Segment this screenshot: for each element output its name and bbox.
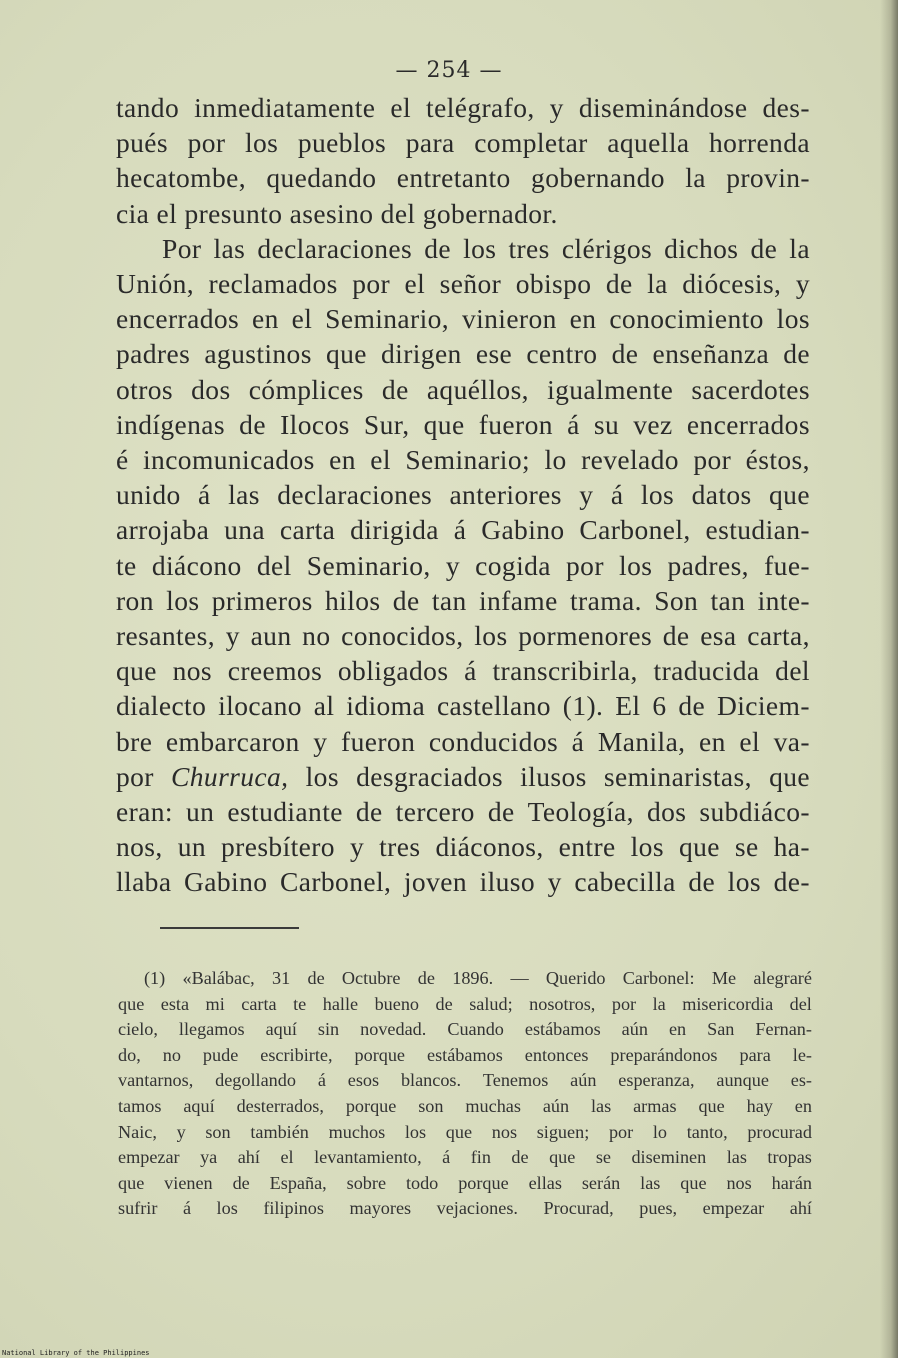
body-text-line: nos, un presbítero y tres diáconos, entre los que se ha- [116, 831, 810, 863]
page-edge-shadow [880, 0, 898, 1358]
body-text-line: Por las declaraciones de los tres clérigos dichos de la [162, 232, 810, 264]
body-text-line: bre embarcaron y fueron conducidos á Manila, en el va- [116, 725, 810, 757]
body-text-line: Unión, reclamados por el señor obispo de la diócesis, y [116, 268, 810, 300]
body-text-line: dialecto ilocano al idioma castellano (1). El 6 de Diciem- [116, 690, 810, 722]
footnote-line: tamos aquí desterrados, porque son muchas aún las armas que hay en [118, 1095, 812, 1116]
footnote-line: do, no pude escribirte, porque estábamos entonces preparándonos para le- [118, 1044, 812, 1065]
body-text-line: llaba Gabino Carbonel, joven iluso y cabecilla de los de- [116, 866, 810, 898]
body-text-line: ron los primeros hilos de tan infame trama. Son tan inte- [116, 584, 810, 616]
body-text-line: indígenas de Ilocos Sur, que fueron á su vez encerrados [116, 408, 810, 440]
body-text-line: por Churruca, los desgraciados ilusos seminaristas, que [116, 760, 810, 792]
body-text-line: encerrados en el Seminario, vinieron en conocimiento los [116, 303, 810, 335]
body-text-line: resantes, y aun no conocidos, los pormenores de esa carta, [116, 620, 810, 652]
body-text-line: eran: un estudiante de tercero de Teología, dos subdiáco- [116, 796, 810, 828]
footnote-line: sufrir á los filipinos mayores vejaciones. Procurad, pues, empezar ahí [118, 1198, 812, 1219]
footnote-line: cielo, llegamos aquí sin novedad. Cuando estábamos aún en San Fernan- [118, 1019, 812, 1040]
body-text-line: otros dos cómplices de aquéllos, igualmente sacerdotes [116, 373, 810, 405]
footnote-line: empezar ya ahí el levantamiento, á fin de que se diseminen las tropas [118, 1147, 812, 1168]
body-text-line: unido á las declaraciones anteriores y á los datos que [116, 479, 810, 511]
body-text-line: que nos creemos obligados á transcribirla, traducida del [116, 655, 810, 687]
footnote-line: Naic, y son también muchos los que nos siguen; por lo tanto, procurad [118, 1121, 812, 1142]
body-text-line: pués por los pueblos para completar aquella horrenda [116, 127, 810, 159]
body-text [116, 90, 810, 900]
footnote-line: que esta mi carta te halle bueno de salud; nosotros, por la misericordia del [118, 993, 812, 1014]
footnote-line: que vienen de España, sobre todo porque ellas serán las que nos harán [118, 1172, 812, 1193]
body-text-line: hecatombe, quedando entretanto gobernando la provin- [116, 162, 810, 194]
body-text-line: tando inmediatamente el telégrafo, y diseminándose des- [116, 92, 810, 123]
body-text-line: cia el presunto asesino del gobernador. [116, 197, 558, 229]
body-text-line: padres agustinos que dirigen ese centro de enseñanza de [116, 338, 810, 370]
body-text-line: arrojaba una carta dirigida á Gabino Carbonel, estudian- [116, 514, 810, 546]
footnote-line: (1) «Balábac, 31 de Octubre de 1896. — Querido Carbonel: Me alegraré [144, 968, 812, 988]
body-text-line: te diácono del Seminario, y cogida por los padres, fue- [116, 549, 810, 581]
footnote-line: vantarnos, degollando á esos blancos. Tenemos aún esperanza, aunque es- [118, 1070, 812, 1091]
body-text-line: é incomunicados en el Seminario; lo revelado por éstos, [116, 444, 810, 476]
page-number: — 254 — [395, 58, 503, 83]
footnote [118, 966, 812, 1222]
library-credit: National Library of the Philippines [2, 1349, 150, 1357]
footnote-divider [160, 927, 299, 929]
